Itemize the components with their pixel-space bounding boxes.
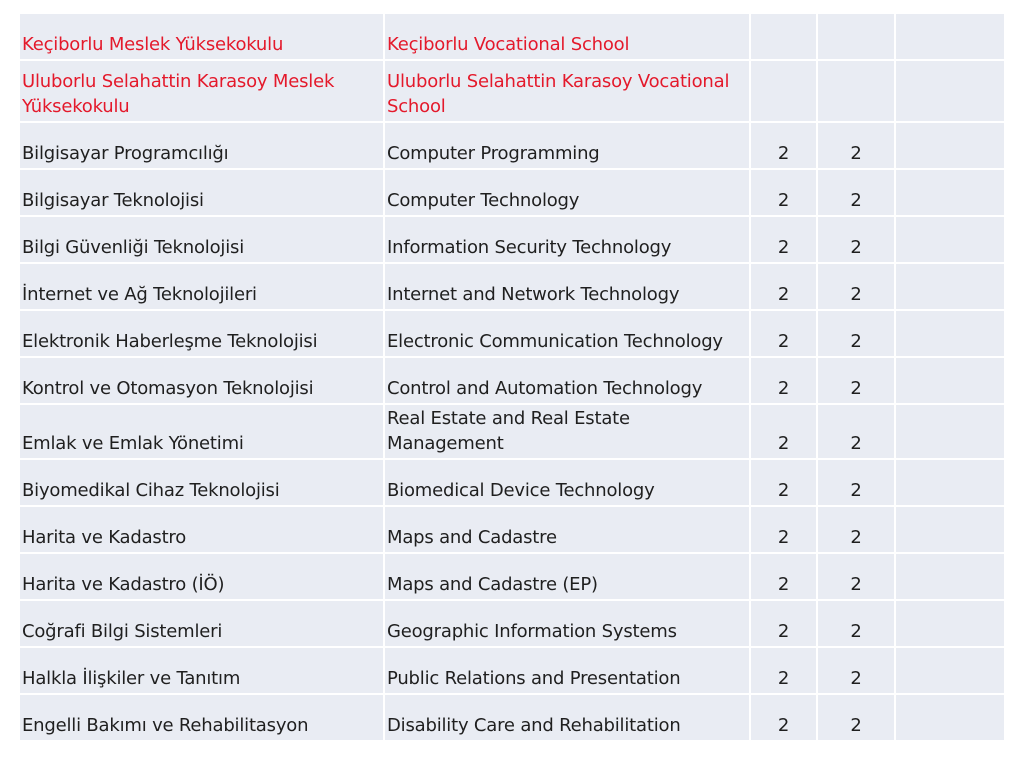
english-name-cell: Electronic Communication Technology bbox=[385, 311, 749, 356]
count-cell-a: 2 bbox=[751, 695, 816, 740]
program-row bbox=[20, 648, 1004, 693]
program-row bbox=[20, 311, 1004, 356]
program-row bbox=[20, 217, 1004, 262]
turkish-name-cell: Kontrol ve Otomasyon Teknolojisi bbox=[20, 358, 383, 403]
program-table-body bbox=[20, 14, 1004, 740]
extra-cell bbox=[896, 311, 1004, 356]
extra-cell bbox=[896, 601, 1004, 646]
count-cell-b: 2 bbox=[818, 123, 894, 168]
count-cell-a: 2 bbox=[751, 554, 816, 599]
english-name-cell: Control and Automation Technology bbox=[385, 358, 749, 403]
english-name-cell: Maps and Cadastre bbox=[385, 507, 749, 552]
count-cell-a: 2 bbox=[751, 217, 816, 262]
count-cell-a bbox=[751, 14, 816, 59]
english-name-cell: Real Estate and Real Estate Management bbox=[385, 405, 749, 458]
extra-cell bbox=[896, 170, 1004, 215]
extra-cell bbox=[896, 507, 1004, 552]
turkish-name-cell: İnternet ve Ağ Teknolojileri bbox=[20, 264, 383, 309]
english-name-cell: Maps and Cadastre (EP) bbox=[385, 554, 749, 599]
turkish-name-cell: Harita ve Kadastro bbox=[20, 507, 383, 552]
program-row bbox=[20, 695, 1004, 740]
english-name-cell: Geographic Information Systems bbox=[385, 601, 749, 646]
program-row bbox=[20, 170, 1004, 215]
program-row bbox=[20, 601, 1004, 646]
extra-cell bbox=[896, 695, 1004, 740]
count-cell-b: 2 bbox=[818, 601, 894, 646]
extra-cell bbox=[896, 358, 1004, 403]
english-name-cell: Biomedical Device Technology bbox=[385, 460, 749, 505]
turkish-name-cell: Biyomedikal Cihaz Teknolojisi bbox=[20, 460, 383, 505]
count-cell-b: 2 bbox=[818, 554, 894, 599]
count-cell-b bbox=[818, 61, 894, 121]
extra-cell bbox=[896, 648, 1004, 693]
count-cell-a: 2 bbox=[751, 507, 816, 552]
count-cell-b: 2 bbox=[818, 695, 894, 740]
program-row bbox=[20, 123, 1004, 168]
program-row bbox=[20, 358, 1004, 403]
count-cell-b: 2 bbox=[818, 405, 894, 458]
program-table bbox=[18, 12, 1006, 742]
count-cell-a: 2 bbox=[751, 264, 816, 309]
count-cell-a bbox=[751, 61, 816, 121]
turkish-name-cell: Bilgisayar Programcılığı bbox=[20, 123, 383, 168]
program-row bbox=[20, 405, 1004, 458]
english-name-cell: Computer Technology bbox=[385, 170, 749, 215]
count-cell-a: 2 bbox=[751, 648, 816, 693]
extra-cell bbox=[896, 123, 1004, 168]
count-cell-b: 2 bbox=[818, 358, 894, 403]
english-name-cell: Disability Care and Rehabilitation bbox=[385, 695, 749, 740]
count-cell-a: 2 bbox=[751, 170, 816, 215]
count-cell-b: 2 bbox=[818, 460, 894, 505]
program-row bbox=[20, 507, 1004, 552]
school-header-row bbox=[20, 14, 1004, 59]
count-cell-b: 2 bbox=[818, 217, 894, 262]
program-row bbox=[20, 264, 1004, 309]
count-cell-a: 2 bbox=[751, 405, 816, 458]
extra-cell bbox=[896, 264, 1004, 309]
count-cell-a: 2 bbox=[751, 123, 816, 168]
english-name-cell: Public Relations and Presentation bbox=[385, 648, 749, 693]
english-name-cell: Computer Programming bbox=[385, 123, 749, 168]
count-cell-b: 2 bbox=[818, 311, 894, 356]
turkish-name-cell: Harita ve Kadastro (İÖ) bbox=[20, 554, 383, 599]
extra-cell bbox=[896, 61, 1004, 121]
count-cell-b: 2 bbox=[818, 648, 894, 693]
count-cell-a: 2 bbox=[751, 311, 816, 356]
program-row bbox=[20, 460, 1004, 505]
count-cell-b bbox=[818, 14, 894, 59]
count-cell-b: 2 bbox=[818, 507, 894, 552]
extra-cell bbox=[896, 554, 1004, 599]
turkish-name-cell: Uluborlu Selahattin Karasoy Meslek Yüksekokulu bbox=[20, 61, 383, 121]
turkish-name-cell: Emlak ve Emlak Yönetimi bbox=[20, 405, 383, 458]
turkish-name-cell: Elektronik Haberleşme Teknolojisi bbox=[20, 311, 383, 356]
turkish-name-cell: Bilgisayar Teknolojisi bbox=[20, 170, 383, 215]
count-cell-b: 2 bbox=[818, 170, 894, 215]
extra-cell bbox=[896, 14, 1004, 59]
turkish-name-cell: Coğrafi Bilgi Sistemleri bbox=[20, 601, 383, 646]
program-row bbox=[20, 554, 1004, 599]
turkish-name-cell: Bilgi Güvenliği Teknolojisi bbox=[20, 217, 383, 262]
english-name-cell: Uluborlu Selahattin Karasoy Vocational School bbox=[385, 61, 749, 121]
count-cell-a: 2 bbox=[751, 358, 816, 403]
extra-cell bbox=[896, 405, 1004, 458]
extra-cell bbox=[896, 460, 1004, 505]
english-name-cell: Keçiborlu Vocational School bbox=[385, 14, 749, 59]
english-name-cell: Internet and Network Technology bbox=[385, 264, 749, 309]
count-cell-a: 2 bbox=[751, 460, 816, 505]
turkish-name-cell: Halkla İlişkiler ve Tanıtım bbox=[20, 648, 383, 693]
school-header-row bbox=[20, 61, 1004, 121]
turkish-name-cell: Engelli Bakımı ve Rehabilitasyon bbox=[20, 695, 383, 740]
turkish-name-cell: Keçiborlu Meslek Yüksekokulu bbox=[20, 14, 383, 59]
english-name-cell: Information Security Technology bbox=[385, 217, 749, 262]
count-cell-b: 2 bbox=[818, 264, 894, 309]
count-cell-a: 2 bbox=[751, 601, 816, 646]
extra-cell bbox=[896, 217, 1004, 262]
